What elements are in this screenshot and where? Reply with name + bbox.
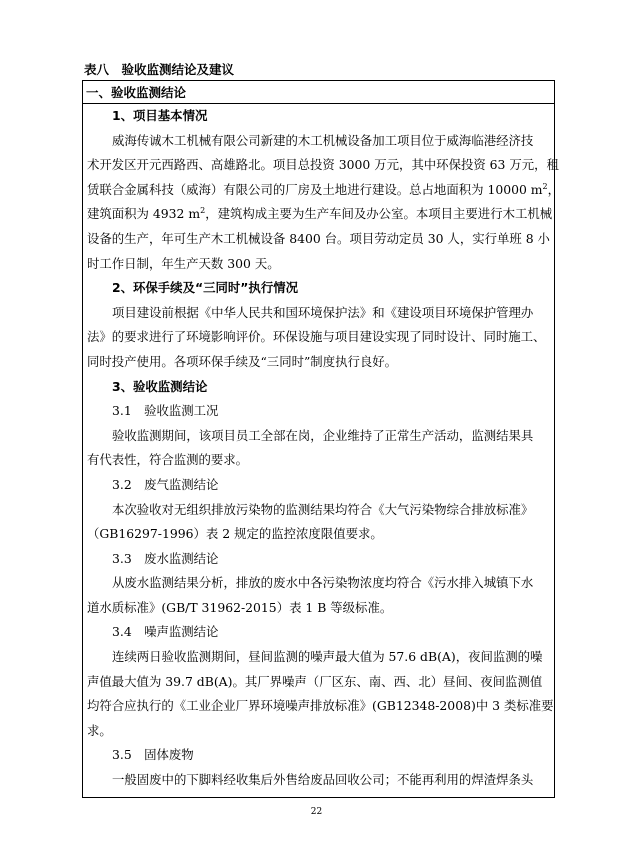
line-text: 验收监测期间，该项目员工全部在岗，企业维持了正常生产活动，监测结果具 (112, 427, 534, 443)
body-text-line (87, 522, 550, 547)
subsection-heading (87, 104, 550, 129)
line-text: 设备的生产，年可生产木工机械设备 8400 台。项目劳动定员 30 人，实行单班 8 小 (87, 230, 550, 246)
line-text: 时工作日制，年生产天数 300 天。 (87, 255, 280, 271)
subsection-heading (87, 375, 550, 400)
line-text: 3.3 废水监测结论 (112, 550, 219, 566)
line-text: 3.2 废气监测结论 (112, 476, 219, 492)
body-text-line (87, 547, 550, 572)
line-text: 3、验收监测结论 (112, 378, 208, 394)
superscript: 2 (200, 206, 206, 216)
body-text-line (87, 645, 550, 670)
body-text-line (87, 743, 550, 768)
body-text-line (87, 399, 550, 424)
line-text: 道水质标准》(GB/T 31962-2015）表 1 B 等级标准。 (87, 599, 393, 615)
line-text: 威海传诚木工机械有限公司新建的木工机械设备加工项目位于威海临港经济技 (112, 132, 534, 148)
body-text-line (87, 719, 550, 744)
line-text: 连续两日验收监测期间，昼间监测的噪声最大值为 57.6 dB(A)，夜间监测的噪 (112, 649, 543, 665)
body-text-line (87, 473, 550, 498)
line-text: 均符合应执行的《工业企业厂界环境噪声排放标准》(GB12348-2008)中 3 类标准要 (87, 698, 554, 714)
line-text: 3.1 验收监测工况 (112, 403, 219, 419)
line-text: 3.5 固体废物 (112, 747, 194, 763)
line-text: 2、环保手续及“三同时”执行情况 (112, 280, 298, 296)
line-text: 从废水监测结果分析，排放的废水中各污染物浓度均符合《污水排入城镇下水 (112, 575, 534, 591)
body-text-line (87, 768, 550, 793)
line-text: 声值最大值为 39.7 dB(A)。其厂界噪声（厂区东、南、西、北）昼间、夜间监测值 (87, 673, 543, 689)
line-text: 求。 (87, 722, 112, 738)
body-text-line (87, 424, 550, 449)
line-text: （GB16297-1996）表 2 规定的监控浓度限值要求。 (87, 526, 383, 542)
body-text-line (87, 596, 550, 621)
superscript: 2 (542, 181, 548, 191)
line-text: 1、项目基本情况 (112, 108, 208, 123)
line-text: 本次验收对无组织排放污染物的监测结果均符合《大气污染物综合排放标准》 (112, 501, 534, 517)
line-text: 赁联合金属科技（威海）有限公司的厂房及土地进行建设。总占地面积为 10000 m (87, 181, 543, 197)
body-text-line (87, 350, 550, 375)
body-text-line (87, 252, 550, 277)
line-text: 项目建设前根据《中华人民共和国环境保护法》和《建设项目环境保护管理办 (112, 304, 534, 320)
line-text-tail: ，建筑构成主要为生产车间及办公室。本项目主要进行木工机械 (205, 206, 553, 222)
body-text-line (87, 178, 561, 203)
line-text: 法》的要求进行了环境影响评价。环保设施与项目建设实现了同时设计、同时施工、 (87, 329, 546, 345)
body-text-line (87, 301, 550, 326)
conclusion-body (87, 104, 561, 796)
body-text-line (87, 670, 550, 695)
line-text: 同时投产使用。各项环保手续及“三同时”制度执行良好。 (87, 353, 398, 369)
body-text-line (87, 153, 559, 178)
line-text: 建筑面积为 4932 m (87, 206, 201, 222)
body-text-line (87, 448, 550, 473)
table-title: 表八 验收监测结论及建议 (84, 62, 235, 77)
body-text-line (87, 571, 550, 596)
body-text-line (87, 694, 554, 719)
body-text-line (87, 325, 550, 350)
line-text-tail: ， (547, 181, 561, 197)
body-text-line (87, 202, 553, 227)
body-text-line (87, 227, 550, 252)
line-text: 术开发区开元西路西、高雄路北。项目总投资 3000 万元，其中环保投资 63 万元，租 (87, 157, 559, 173)
subsection-heading (87, 276, 550, 301)
body-text-line (87, 129, 550, 154)
line-text: 一般固废中的下脚料经收集后外售给废品回收公司；不能再利用的焊渣焊条头 (112, 772, 534, 788)
line-text: 3.4 噪声监测结论 (112, 624, 219, 640)
body-text-line (87, 620, 550, 645)
line-text: 有代表性，符合监测的要求。 (87, 452, 249, 468)
body-text-line (87, 498, 550, 523)
page-number: 22 (310, 807, 323, 817)
section-heading: 一、验收监测结论 (86, 85, 187, 100)
